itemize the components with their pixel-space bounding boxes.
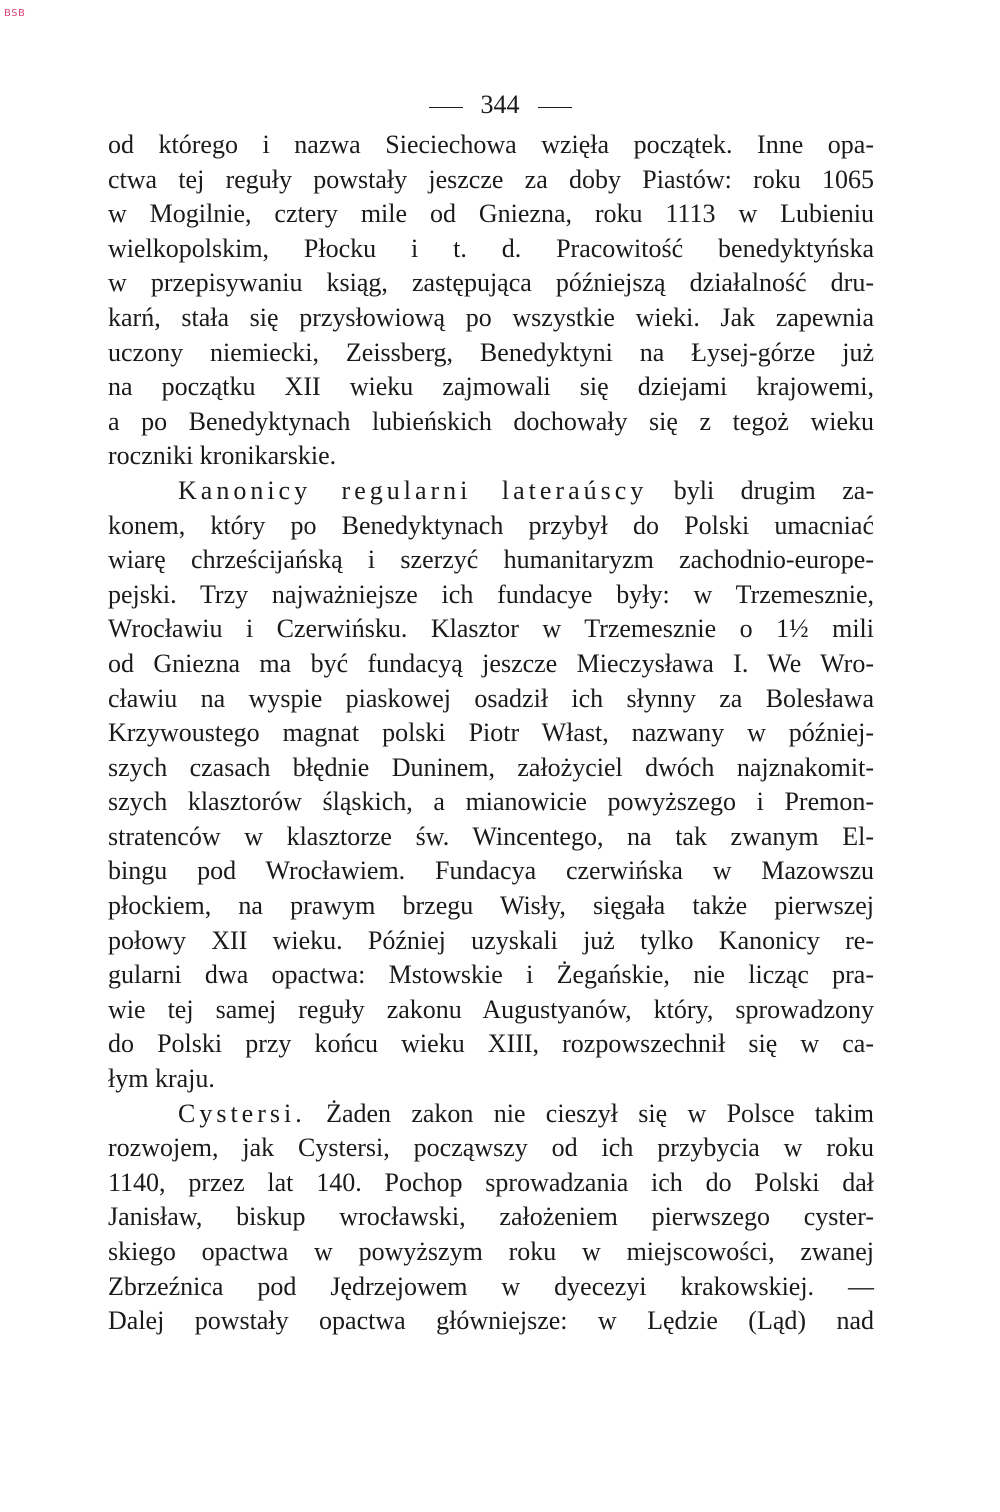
text-line: bingu pod Wrocławiem. Fundacya czerwińska w Mazowszu <box>108 856 874 886</box>
header-dash-left <box>429 107 463 108</box>
text-line: wielkopolskim, Płocku i t. d. Pracowitość benedyktyńska <box>108 233 874 263</box>
body-text <box>108 128 874 1339</box>
text-line: karń, stała się przysłowiową po wszystkie wieki. Jak zapewnia <box>108 302 874 332</box>
text-line: ctwa tej reguły powstały jeszcze za doby Piastów: roku 1065 <box>108 164 874 194</box>
text-line: płockiem, na prawym brzegu Wisły, sięgała także pierwszej <box>108 891 874 921</box>
text-line: gularni dwa opactwa: Mstowskie i Żegańskie, nie licząc pra- <box>108 960 874 990</box>
section-heading-cystersi: Cystersi. <box>178 1098 306 1128</box>
paragraph-first-line <box>108 1097 874 1132</box>
text-line: Wrocławiu i Czerwińsku. Klasztor w Trzemesznie o 1½ mili <box>108 614 874 644</box>
text-line: w przepisywaniu ksiąg, zastępująca późniejszą działalność dru- <box>108 268 874 298</box>
text-fragment: byli drugim za- <box>673 475 874 505</box>
text-line: pejski. Trzy najważniejsze ich fundacye były: w Trzemesznie, <box>108 579 874 609</box>
text-fragment: Żaden zakon nie cieszył się w Polsce takim <box>326 1098 875 1128</box>
text-line: Dalej powstały opactwa główniejsze: w Lędzie (Ląd) nad <box>108 1306 874 1336</box>
library-stamp: BSB <box>4 8 26 19</box>
text-line: szych czasach błędnie Duninem, założyciel dwóch najznakomit- <box>108 752 874 782</box>
text-line: od którego i nazwa Sieciechowa wzięła początek. Inne opa- <box>108 130 874 159</box>
section-heading-kanonicy: Kanonicy regularni lateraúscy <box>178 475 648 505</box>
text-line: stratenców w klasztorze św. Wincentego, na tak zwanym El- <box>108 821 874 851</box>
text-line: uczony niemiecki, Zeissberg, Benedyktyni na Łysej-górze już <box>108 337 874 367</box>
text-line: na początku XII wieku zajmowali się dziejami krajowemi, <box>108 372 874 402</box>
text-line: konem, który po Benedyktynach przybył do Polski umacniać <box>108 510 874 540</box>
text-line: Krzywoustego magnat polski Piotr Włast, nazwany w później- <box>108 718 874 748</box>
text-line: szych klasztorów śląskich, a mianowicie powyższego i Premon- <box>108 787 874 817</box>
header-dash-right <box>538 107 572 108</box>
text-line: 1140, przez lat 140. Pochop sprowadzania ich do Polski dał <box>108 1167 874 1197</box>
text-line: wie tej samej reguły zakonu Augustyanów, który, sprowadzony <box>108 994 874 1024</box>
page-header <box>0 88 1000 122</box>
page-number: 344 <box>480 90 520 119</box>
text-line: roczniki kronikarskie. <box>108 441 337 471</box>
paragraph-first-line <box>108 474 874 509</box>
text-line: cławiu na wyspie piaskowej osadził ich słynny za Bolesława <box>108 683 874 713</box>
text-line: skiego opactwa w powyższym roku w miejscowości, zwanej <box>108 1237 874 1266</box>
text-line: od Gniezna ma być fundacyą jeszcze Mieczysława I. We Wro- <box>108 648 874 678</box>
text-line: łym kraju. <box>108 1064 215 1094</box>
text-line: do Polski przy końcu wieku XIII, rozpowszechnił się w ca- <box>108 1029 874 1059</box>
text-line: Zbrzeźnica pod Jędrzejowem w dyecezyi krakowskiej. — <box>108 1271 874 1301</box>
text-line: w Mogilnie, cztery mile od Gniezna, roku 1113 w Lubieniu <box>108 199 874 229</box>
text-line: połowy XII wieku. Później uzyskali już tylko Kanonicy re- <box>108 925 874 955</box>
text-line: rozwojem, jak Cystersi, począwszy od ich przybycia w roku <box>108 1133 874 1163</box>
text-line: wiarę chrześcijańską i szerzyć humanitaryzm zachodnio-europe- <box>108 545 874 575</box>
text-line: Janisław, biskup wrocławski, założeniem pierwszego cyster- <box>108 1202 874 1232</box>
text-line: a po Benedyktynach lubieńskich dochowały się z tegoż wieku <box>108 406 874 436</box>
